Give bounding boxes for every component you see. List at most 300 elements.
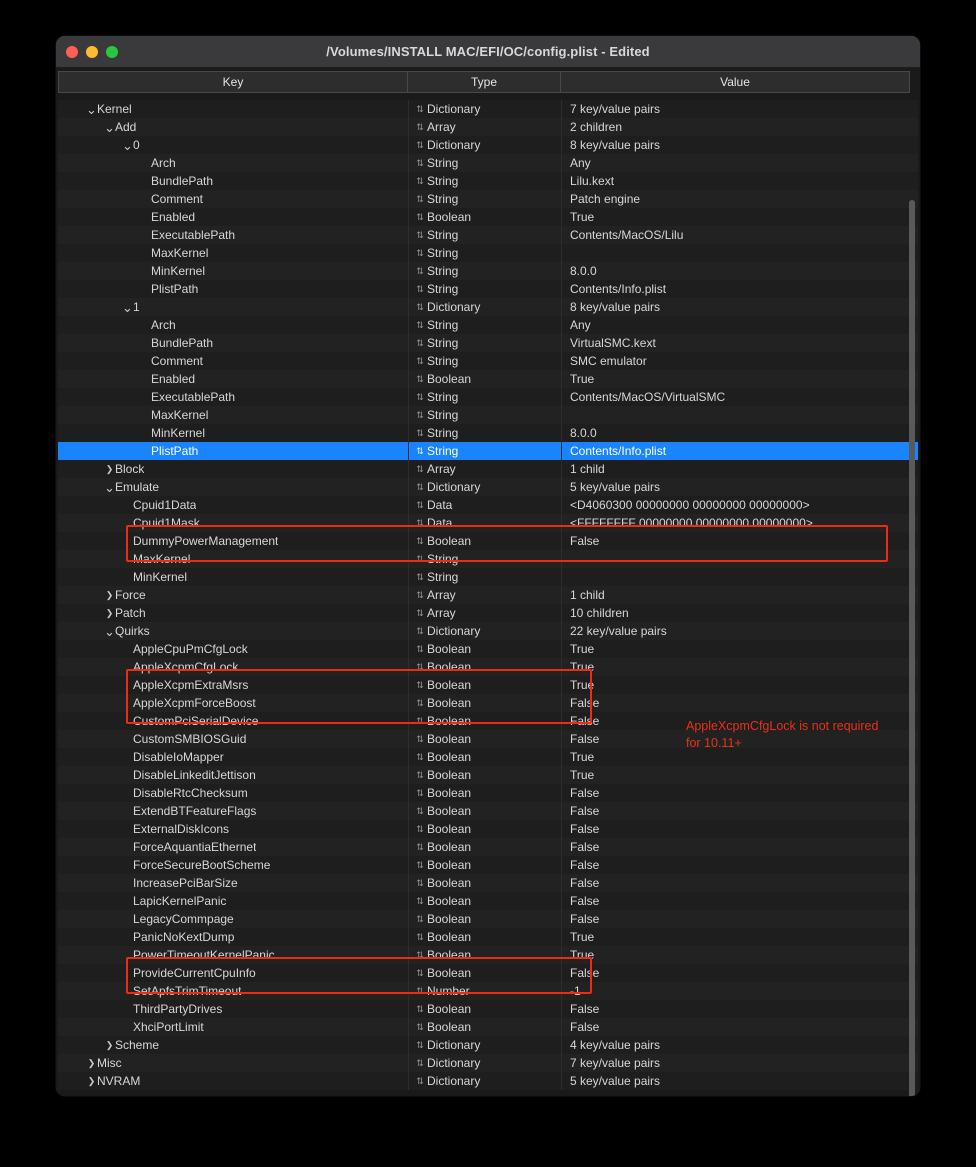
cell-key[interactable] (58, 280, 409, 298)
cell-key[interactable] (58, 982, 409, 1000)
table-header (58, 71, 910, 93)
type-label: String (427, 228, 459, 242)
type-stepper-icon[interactable]: ⇅ (416, 625, 424, 636)
cell-key[interactable] (58, 334, 409, 352)
table-row[interactable] (58, 424, 918, 442)
type-stepper-icon[interactable]: ⇅ (416, 895, 424, 906)
cell-type[interactable] (409, 424, 562, 442)
cell-key[interactable] (58, 1000, 409, 1018)
cell-key[interactable] (58, 622, 409, 640)
cell-value[interactable]: 1 child (570, 588, 605, 602)
cell-key[interactable] (58, 532, 409, 550)
type-stepper-icon[interactable]: ⇅ (416, 499, 424, 510)
table-row[interactable] (58, 262, 918, 280)
cell-value[interactable]: True (570, 210, 595, 224)
key-label: MaxKernel (133, 552, 191, 566)
type-stepper-icon[interactable]: ⇅ (416, 715, 424, 726)
type-stepper-icon[interactable]: ⇅ (416, 697, 424, 708)
disclosure-closed-icon[interactable]: ❯ (87, 1075, 96, 1086)
cell-value[interactable]: 7 key/value pairs (570, 102, 661, 116)
cell-key[interactable] (58, 154, 409, 172)
table-row[interactable] (58, 514, 918, 532)
window-controls[interactable] (66, 36, 118, 67)
type-stepper-icon[interactable]: ⇅ (416, 859, 424, 870)
vertical-scrollbar[interactable] (910, 100, 918, 1095)
cell-type[interactable] (409, 100, 562, 118)
disclosure-open-icon[interactable]: ⌄ (104, 119, 115, 135)
table-row[interactable] (58, 910, 918, 928)
table-row[interactable] (58, 784, 918, 802)
cell-value[interactable]: True (570, 930, 595, 944)
table-row[interactable] (58, 982, 918, 1000)
cell-value[interactable]: <D4060300 00000000 00000000 00000000> (570, 498, 810, 512)
type-stepper-icon[interactable]: ⇅ (416, 841, 424, 852)
table-row[interactable] (58, 1018, 918, 1036)
cell-type[interactable] (409, 982, 562, 1000)
cell-value[interactable]: False (570, 786, 600, 800)
cell-value[interactable]: True (570, 642, 595, 656)
column-header-type[interactable]: Type (408, 72, 561, 92)
table-row[interactable] (58, 172, 918, 190)
cell-type[interactable] (409, 388, 562, 406)
type-stepper-icon[interactable]: ⇅ (416, 1057, 424, 1068)
disclosure-closed-icon[interactable]: ❯ (105, 463, 114, 474)
cell-value[interactable]: 8.0.0 (570, 264, 597, 278)
type-stepper-icon[interactable]: ⇅ (416, 769, 424, 780)
disclosure-open-icon[interactable]: ⌄ (104, 623, 115, 639)
disclosure-open-icon[interactable]: ⌄ (104, 479, 115, 495)
cell-type[interactable] (409, 730, 562, 748)
cell-value[interactable]: True (570, 948, 595, 962)
type-stepper-icon[interactable]: ⇅ (416, 265, 424, 276)
cell-type[interactable] (409, 460, 562, 478)
cell-key[interactable] (58, 766, 409, 784)
type-stepper-icon[interactable]: ⇅ (416, 931, 424, 942)
cell-key[interactable] (58, 226, 409, 244)
cell-key[interactable] (58, 190, 409, 208)
type-stepper-icon[interactable]: ⇅ (416, 337, 424, 348)
table-row[interactable] (58, 118, 918, 136)
type-stepper-icon[interactable]: ⇅ (416, 1021, 424, 1032)
cell-type[interactable] (409, 154, 562, 172)
cell-type[interactable] (409, 1036, 562, 1054)
disclosure-open-icon[interactable]: ⌄ (122, 299, 133, 315)
table-row[interactable] (58, 946, 918, 964)
cell-key[interactable] (58, 568, 409, 586)
cell-value[interactable]: 22 key/value pairs (570, 624, 667, 638)
type-stepper-icon[interactable]: ⇅ (416, 175, 424, 186)
cell-value[interactable]: -1 (570, 984, 581, 998)
cell-key[interactable] (58, 172, 409, 190)
cell-value[interactable]: 4 key/value pairs (570, 1038, 661, 1052)
cell-key[interactable] (58, 748, 409, 766)
cell-value[interactable]: True (570, 768, 595, 782)
cell-key[interactable] (58, 262, 409, 280)
cell-value[interactable]: False (570, 894, 600, 908)
table-row[interactable] (58, 334, 918, 352)
type-stepper-icon[interactable]: ⇅ (416, 733, 424, 744)
table-row[interactable] (58, 1036, 918, 1054)
cell-key[interactable] (58, 244, 409, 262)
cell-type[interactable] (409, 802, 562, 820)
table-row[interactable] (58, 766, 918, 784)
type-stepper-icon[interactable]: ⇅ (416, 103, 424, 114)
cell-type[interactable] (409, 244, 562, 262)
cell-key[interactable] (58, 460, 409, 478)
cell-type[interactable] (409, 784, 562, 802)
cell-key[interactable] (58, 388, 409, 406)
type-stepper-icon[interactable]: ⇅ (416, 121, 424, 132)
table-row[interactable] (58, 820, 918, 838)
type-stepper-icon[interactable]: ⇅ (416, 211, 424, 222)
cell-key[interactable] (58, 910, 409, 928)
cell-key[interactable] (58, 496, 409, 514)
cell-key[interactable] (58, 1018, 409, 1036)
disclosure-closed-icon[interactable]: ❯ (105, 1039, 114, 1050)
cell-value[interactable]: 2 children (570, 120, 623, 134)
type-stepper-icon[interactable]: ⇅ (416, 373, 424, 384)
cell-value[interactable]: True (570, 678, 595, 692)
cell-type[interactable] (409, 712, 562, 730)
cell-type[interactable] (409, 964, 562, 982)
cell-value[interactable]: False (570, 1002, 600, 1016)
table-row[interactable] (58, 622, 918, 640)
cell-key[interactable] (58, 640, 409, 658)
cell-key[interactable] (58, 712, 409, 730)
cell-value[interactable]: 1 child (570, 462, 605, 476)
table-row[interactable] (58, 442, 918, 460)
type-stepper-icon[interactable]: ⇅ (416, 481, 424, 492)
type-stepper-icon[interactable]: ⇅ (416, 409, 424, 420)
table-row[interactable] (58, 496, 918, 514)
cell-value[interactable]: Any (570, 318, 591, 332)
cell-value[interactable]: 8 key/value pairs (570, 138, 661, 152)
cell-value[interactable]: False (570, 858, 600, 872)
cell-key[interactable] (58, 604, 409, 622)
table-row[interactable] (58, 388, 918, 406)
cell-value[interactable]: False (570, 1020, 600, 1034)
table-row[interactable] (58, 586, 918, 604)
cell-type[interactable] (409, 568, 562, 586)
cell-key[interactable] (58, 136, 409, 154)
cell-key[interactable] (58, 118, 409, 136)
cell-key[interactable] (58, 208, 409, 226)
table-row[interactable] (58, 280, 918, 298)
type-stepper-icon[interactable]: ⇅ (416, 877, 424, 888)
table-row[interactable] (58, 892, 918, 910)
disclosure-closed-icon[interactable]: ❯ (105, 607, 114, 618)
table-row[interactable] (58, 928, 918, 946)
cell-value[interactable]: False (570, 912, 600, 926)
cell-value[interactable]: 5 key/value pairs (570, 480, 661, 494)
cell-key[interactable] (58, 928, 409, 946)
cell-key[interactable] (58, 1054, 409, 1072)
cell-key[interactable] (58, 478, 409, 496)
cell-type[interactable] (409, 694, 562, 712)
table-row[interactable] (58, 298, 918, 316)
cell-key[interactable] (58, 316, 409, 334)
cell-type[interactable] (409, 1000, 562, 1018)
type-stepper-icon[interactable]: ⇅ (416, 1003, 424, 1014)
table-row[interactable] (58, 226, 918, 244)
cell-key[interactable] (58, 550, 409, 568)
cell-type[interactable] (409, 604, 562, 622)
cell-type[interactable] (409, 496, 562, 514)
table-row[interactable] (58, 1054, 918, 1072)
cell-key[interactable] (58, 298, 409, 316)
minimize-button[interactable] (86, 46, 98, 58)
cell-value[interactable]: False (570, 732, 600, 746)
cell-key[interactable] (58, 802, 409, 820)
cell-key[interactable] (58, 946, 409, 964)
table-row[interactable] (58, 676, 918, 694)
type-stepper-icon[interactable]: ⇅ (416, 319, 424, 330)
type-stepper-icon[interactable]: ⇅ (416, 607, 424, 618)
type-stepper-icon[interactable]: ⇅ (416, 535, 424, 546)
table-row[interactable] (58, 406, 918, 424)
cell-key[interactable] (58, 352, 409, 370)
cell-value[interactable]: False (570, 876, 600, 890)
cell-key[interactable] (58, 838, 409, 856)
table-row[interactable] (58, 694, 918, 712)
cell-value[interactable]: SMC emulator (570, 354, 647, 368)
cell-key[interactable] (58, 424, 409, 442)
type-stepper-icon[interactable]: ⇅ (416, 193, 424, 204)
cell-key[interactable] (58, 514, 409, 532)
column-header-key[interactable]: Key (59, 72, 408, 92)
plist-tree-table[interactable] (58, 100, 918, 1090)
type-stepper-icon[interactable]: ⇅ (416, 967, 424, 978)
cell-value[interactable]: <FFFFFFFF 00000000 00000000 00000000> (570, 516, 813, 530)
type-stepper-icon[interactable]: ⇅ (416, 913, 424, 924)
cell-value[interactable]: False (570, 804, 600, 818)
cell-type[interactable] (409, 1072, 562, 1090)
cell-type[interactable] (409, 442, 562, 460)
cell-value[interactable]: False (570, 966, 600, 980)
cell-value[interactable] (562, 568, 918, 586)
type-stepper-icon[interactable]: ⇅ (416, 391, 424, 402)
type-stepper-icon[interactable]: ⇅ (416, 949, 424, 960)
cell-key[interactable] (58, 586, 409, 604)
type-stepper-icon[interactable]: ⇅ (416, 571, 424, 582)
type-stepper-icon[interactable]: ⇅ (416, 553, 424, 564)
type-stepper-icon[interactable]: ⇅ (416, 751, 424, 762)
cell-value[interactable] (562, 550, 918, 568)
type-stepper-icon[interactable]: ⇅ (416, 247, 424, 258)
cell-type[interactable] (409, 172, 562, 190)
cell-value[interactable]: Any (570, 156, 591, 170)
cell-type[interactable] (409, 370, 562, 388)
type-stepper-icon[interactable]: ⇅ (416, 805, 424, 816)
cell-type[interactable] (409, 208, 562, 226)
cell-type[interactable] (409, 586, 562, 604)
cell-key[interactable] (58, 1036, 409, 1054)
table-row[interactable] (58, 658, 918, 676)
cell-type[interactable] (409, 1054, 562, 1072)
cell-type[interactable] (409, 280, 562, 298)
cell-key[interactable] (58, 442, 409, 460)
cell-value[interactable]: Contents/MacOS/VirtualSMC (570, 390, 726, 404)
cell-type[interactable] (409, 928, 562, 946)
cell-value[interactable]: Lilu.kext (570, 174, 615, 188)
cell-value[interactable] (562, 406, 918, 424)
cell-key[interactable] (58, 676, 409, 694)
cell-value[interactable]: Contents/MacOS/Lilu (570, 228, 684, 242)
cell-type[interactable] (409, 892, 562, 910)
key-label: ExtendBTFeatureFlags (133, 804, 257, 818)
type-stepper-icon[interactable]: ⇅ (416, 643, 424, 654)
type-stepper-icon[interactable]: ⇅ (416, 157, 424, 168)
cell-type[interactable] (409, 856, 562, 874)
cell-type[interactable] (409, 766, 562, 784)
cell-type[interactable] (409, 820, 562, 838)
table-row[interactable] (58, 964, 918, 982)
type-stepper-icon[interactable]: ⇅ (416, 427, 424, 438)
cell-key[interactable] (58, 730, 409, 748)
table-row[interactable] (58, 874, 918, 892)
table-row[interactable] (58, 568, 918, 586)
cell-key[interactable] (58, 784, 409, 802)
table-row[interactable] (58, 136, 918, 154)
cell-type[interactable] (409, 532, 562, 550)
type-stepper-icon[interactable]: ⇅ (416, 445, 424, 456)
table-row[interactable] (58, 802, 918, 820)
table-row[interactable] (58, 460, 918, 478)
cell-type[interactable] (409, 262, 562, 280)
cell-type[interactable] (409, 874, 562, 892)
table-row[interactable] (58, 550, 918, 568)
disclosure-open-icon[interactable]: ⌄ (86, 101, 97, 117)
cell-type[interactable] (409, 838, 562, 856)
type-stepper-icon[interactable]: ⇅ (416, 787, 424, 798)
type-stepper-icon[interactable]: ⇅ (416, 355, 424, 366)
cell-value[interactable]: False (570, 534, 600, 548)
type-stepper-icon[interactable]: ⇅ (416, 589, 424, 600)
table-row[interactable] (58, 352, 918, 370)
cell-key[interactable] (58, 856, 409, 874)
disclosure-open-icon[interactable]: ⌄ (122, 137, 133, 153)
disclosure-closed-icon[interactable]: ❯ (105, 589, 114, 600)
cell-type[interactable] (409, 136, 562, 154)
type-stepper-icon[interactable]: ⇅ (416, 1039, 424, 1050)
cell-value[interactable]: 5 key/value pairs (570, 1074, 661, 1088)
cell-value[interactable]: True (570, 372, 595, 386)
cell-type[interactable] (409, 118, 562, 136)
cell-type[interactable] (409, 316, 562, 334)
cell-value[interactable]: 10 children (570, 606, 629, 620)
cell-type[interactable] (409, 406, 562, 424)
type-stepper-icon[interactable]: ⇅ (416, 661, 424, 672)
type-stepper-icon[interactable]: ⇅ (416, 517, 424, 528)
cell-key[interactable] (58, 370, 409, 388)
type-stepper-icon[interactable]: ⇅ (416, 985, 424, 996)
cell-type[interactable] (409, 352, 562, 370)
cell-type[interactable] (409, 622, 562, 640)
cell-value[interactable]: False (570, 840, 600, 854)
cell-value[interactable]: Patch engine (570, 192, 641, 206)
cell-key[interactable] (58, 874, 409, 892)
cell-type[interactable] (409, 334, 562, 352)
table-row[interactable] (58, 154, 918, 172)
cell-value[interactable]: VirtualSMC.kext (570, 336, 656, 350)
cell-type[interactable] (409, 748, 562, 766)
type-stepper-icon[interactable]: ⇅ (416, 283, 424, 294)
cell-type[interactable] (409, 910, 562, 928)
cell-type[interactable] (409, 478, 562, 496)
table-row[interactable] (58, 838, 918, 856)
cell-type[interactable] (409, 640, 562, 658)
cell-key[interactable] (58, 1072, 409, 1090)
table-row[interactable] (58, 532, 918, 550)
cell-type[interactable] (409, 190, 562, 208)
table-row[interactable] (58, 190, 918, 208)
type-stepper-icon[interactable]: ⇅ (416, 823, 424, 834)
table-row[interactable] (58, 208, 918, 226)
cell-type[interactable] (409, 226, 562, 244)
cell-key[interactable] (58, 964, 409, 982)
cell-value[interactable]: 8 key/value pairs (570, 300, 661, 314)
cell-value[interactable]: False (570, 822, 600, 836)
table-row[interactable] (58, 604, 918, 622)
cell-type[interactable] (409, 658, 562, 676)
type-stepper-icon[interactable]: ⇅ (416, 139, 424, 150)
cell-value[interactable]: False (570, 696, 600, 710)
cell-value[interactable] (562, 244, 918, 262)
table-row[interactable] (58, 640, 918, 658)
cell-type[interactable] (409, 1018, 562, 1036)
type-stepper-icon[interactable]: ⇅ (416, 229, 424, 240)
type-stepper-icon[interactable]: ⇅ (416, 1075, 424, 1086)
cell-value[interactable]: True (570, 660, 595, 674)
cell-value[interactable]: False (570, 714, 600, 728)
cell-key[interactable] (58, 100, 409, 118)
table-row[interactable] (58, 1000, 918, 1018)
scrollbar-thumb[interactable] (909, 200, 915, 1096)
table-row[interactable] (58, 1072, 918, 1090)
cell-type[interactable] (409, 298, 562, 316)
cell-key[interactable] (58, 658, 409, 676)
cell-value[interactable]: True (570, 750, 595, 764)
column-header-value[interactable]: Value (720, 75, 750, 89)
table-row[interactable] (58, 100, 918, 118)
table-row[interactable] (58, 478, 918, 496)
cell-key[interactable] (58, 892, 409, 910)
cell-key[interactable] (58, 694, 409, 712)
cell-value[interactable]: 8.0.0 (570, 426, 597, 440)
plist-editor-window (56, 36, 920, 1096)
cell-type[interactable] (409, 550, 562, 568)
zoom-button[interactable] (106, 46, 118, 58)
type-label: Boolean (427, 786, 472, 800)
cell-type[interactable] (409, 676, 562, 694)
type-stepper-icon[interactable]: ⇅ (416, 301, 424, 312)
cell-key[interactable] (58, 820, 409, 838)
table-row[interactable] (58, 316, 918, 334)
close-button[interactable] (66, 46, 78, 58)
cell-type[interactable] (409, 946, 562, 964)
cell-key[interactable] (58, 406, 409, 424)
table-row[interactable] (58, 370, 918, 388)
cell-value[interactable]: Contents/Info.plist (570, 444, 667, 458)
type-stepper-icon[interactable]: ⇅ (416, 679, 424, 690)
cell-type[interactable] (409, 514, 562, 532)
table-row[interactable] (58, 244, 918, 262)
disclosure-closed-icon[interactable]: ❯ (87, 1057, 96, 1068)
cell-value[interactable]: 7 key/value pairs (570, 1056, 661, 1070)
type-stepper-icon[interactable]: ⇅ (416, 463, 424, 474)
cell-value[interactable]: Contents/Info.plist (570, 282, 667, 296)
table-row[interactable] (58, 856, 918, 874)
